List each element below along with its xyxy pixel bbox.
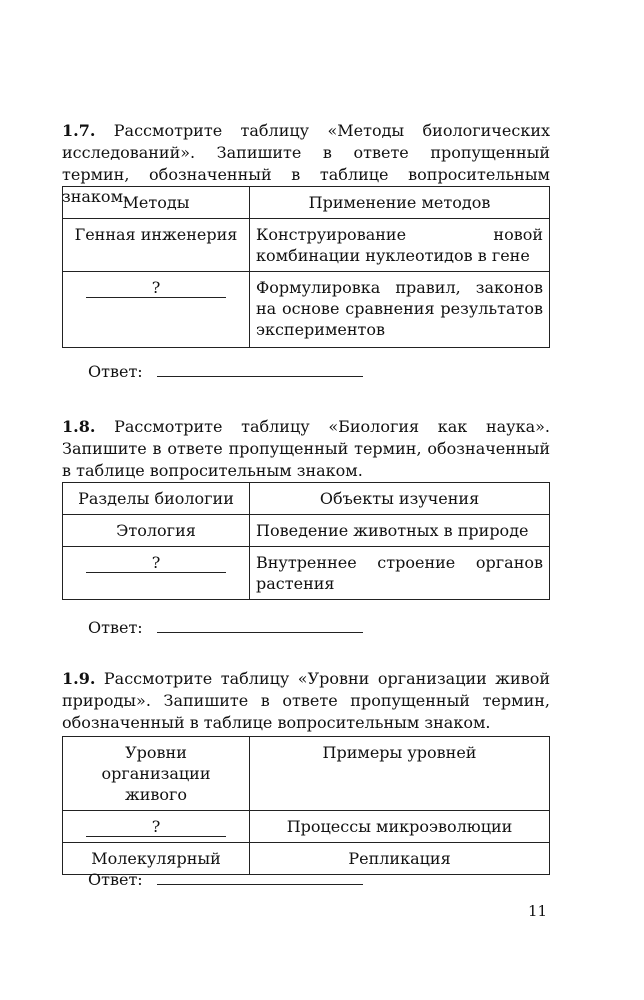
table-row [63, 219, 550, 272]
header-cell: Применение методов [250, 187, 550, 219]
table-cell: Конструирование новой комбинации нуклеотидов в гене [250, 219, 550, 272]
answer-field[interactable] [157, 360, 363, 377]
header-cell: Уровни организации живого [63, 737, 250, 811]
answer-field[interactable] [157, 616, 363, 633]
header-cell: Разделы биологии [63, 483, 250, 515]
table-header-row [63, 187, 550, 219]
task-number: 1.8. [62, 417, 96, 436]
task-text: Рассмотрите таблицу «Методы биологических исследований». [62, 121, 550, 162]
header-cell: Примеры уровней [250, 737, 550, 811]
answer-field[interactable] [157, 868, 363, 885]
table-cell [63, 547, 250, 600]
task-1-8-prompt [62, 416, 550, 482]
task-number: 1.9. [62, 669, 96, 688]
table-row [63, 811, 550, 843]
missing-term-placeholder: ? [86, 279, 226, 298]
table-1-7 [62, 186, 550, 348]
page-number: 11 [528, 902, 548, 920]
missing-term-placeholder: ? [86, 554, 226, 573]
table-cell: Репликация [250, 843, 550, 875]
answer-label: Ответ: [88, 618, 143, 637]
task-instruction: Запишите в ответе пропущенный термин, обозначенный в таблице вопросительным знаком. [62, 691, 550, 732]
task-instruction: Запишите в ответе пропущенный термин, обозначенный в таблице вопросительным знаком. [62, 439, 550, 480]
table-1-9 [62, 736, 550, 875]
table-cell: Внутреннее строение органов растения [250, 547, 550, 600]
table-cell: Процессы микроэволюции [250, 811, 550, 843]
header-cell: Объекты изучения [250, 483, 550, 515]
table-cell: Этология [63, 515, 250, 547]
task-text: Рассмотрите таблицу «Уровни организации живой природы». [62, 669, 550, 710]
task-instruction: Запишите в ответе пропущенный термин, обозначенный в таблице вопросительным знаком. [62, 143, 550, 206]
answer-1-8 [88, 616, 363, 637]
task-number: 1.7. [62, 121, 96, 140]
answer-1-9 [88, 868, 363, 889]
task-1-9-prompt [62, 668, 550, 734]
table-row [63, 547, 550, 600]
table-cell [63, 811, 250, 843]
task-text: Рассмотрите таблицу «Биология как наука». [114, 417, 550, 436]
table-cell [63, 272, 250, 348]
table-row [63, 515, 550, 547]
table-cell: Поведение животных в природе [250, 515, 550, 547]
table-cell: Генная инженерия [63, 219, 250, 272]
answer-label: Ответ: [88, 362, 143, 381]
table-cell: Молекулярный [63, 843, 250, 875]
table-header-row [63, 483, 550, 515]
table-header-row [63, 737, 550, 811]
answer-1-7 [88, 360, 363, 381]
table-1-8 [62, 482, 550, 600]
table-row [63, 272, 550, 348]
header-cell: Методы [63, 187, 250, 219]
missing-term-placeholder: ? [86, 818, 226, 837]
answer-label: Ответ: [88, 870, 143, 889]
table-cell: Формулировка правил, законов на основе сравнения результатов экспериментов [250, 272, 550, 348]
